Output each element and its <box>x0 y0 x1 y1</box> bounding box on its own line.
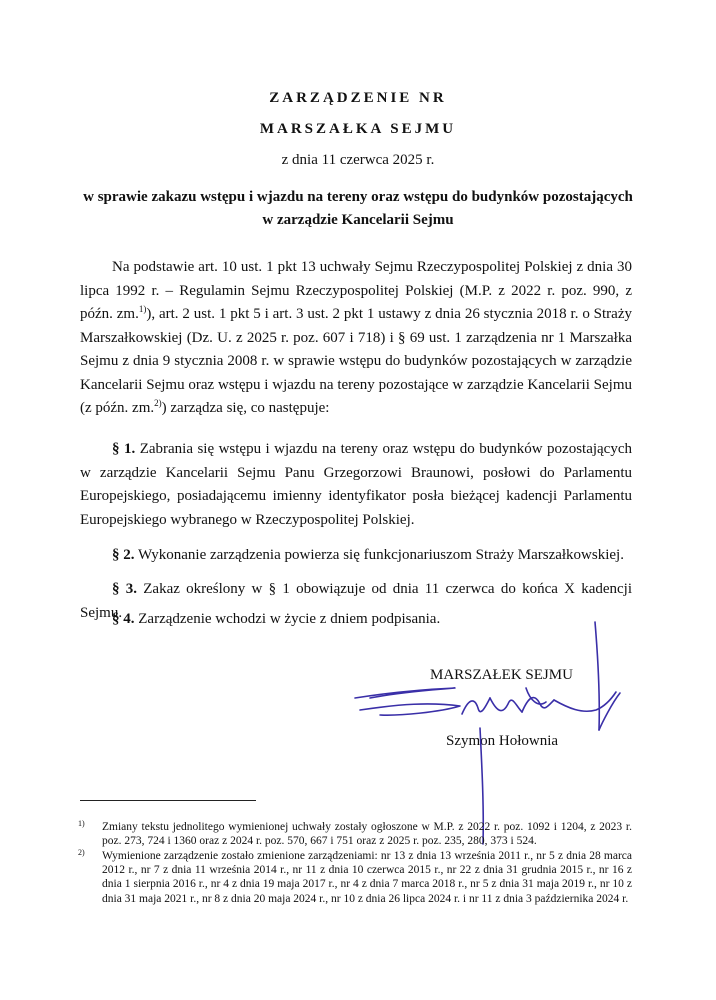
document-title: ZARZĄDZENIE NR <box>269 90 447 106</box>
section-symbol: § 3. <box>112 581 137 597</box>
signatory-name: Szymon Hołownia <box>446 733 559 749</box>
section-symbol: § 2. <box>112 547 135 563</box>
footnote-mark: 2) <box>78 848 85 857</box>
handwritten-signature <box>350 618 650 848</box>
footnote-ref-2[interactable]: 2) <box>154 398 162 408</box>
preamble-text-3: ) zarządza się, co następuje: <box>161 400 330 416</box>
preamble-paragraph <box>80 256 632 421</box>
section-1 <box>80 438 632 532</box>
preamble-text-2: ), art. 2 ust. 1 pkt 5 i art. 3 ust. 2 pkt 1 ustawy z dnia 26 stycznia 2018 r. o Straży Marszałkowskiej (Dz. U. z 2025 r. poz. 607 i 718) i § 69 ust. 1 zarządzenia nr 1 Marszałka Sejmu z dnia 9 stycznia 2008 r. w sprawie wstępu do budynków pozostających w zarządzie Kancelarii Sejmu oraz wstępu i wjazdu na tereny pozostające w zarządzie Kancelarii Sejmu (z późn. zm. <box>80 306 632 416</box>
footnote-ref-1[interactable]: 1) <box>138 304 147 314</box>
signatory-role: MARSZAŁEK SEJMU <box>430 667 573 683</box>
section-symbol: § 1. <box>112 441 136 457</box>
section-text: Zabrania się wstępu i wjazdu na tereny oraz wstępu do budynków pozostających w zarządzie Kancelarii Sejmu Panu Grzegorzowi Braunowi, posłowi do Parlamentu Europejskiego, posiadającemu imienny identyfikator posła bieżącej kadencji Parlamentu Europejskiego wybranego w Rzeczypospolitej Polskiej. <box>80 441 632 528</box>
section-text: Wykonanie zarządzenia powierza się funkcjonariuszom Straży Marszałkowskiej. <box>137 547 624 563</box>
preamble-text-1: Na podstawie art. 10 ust. 1 pkt 13 uchwały Sejmu Rzeczypospolitej Polskiej z dnia 30 lipca 1992 r. – Regulamin Sejmu Rzeczypospolitej Polskiej (M.P. z 2022 r. poz. 990, z późn. zm. <box>80 259 632 322</box>
footnote-mark: 1) <box>78 819 85 828</box>
footnote-2 <box>80 849 632 906</box>
issuer-title: MARSZAŁKA SEJMU <box>259 121 457 137</box>
document-date: z dnia 11 czerwca 2025 r. <box>281 152 435 168</box>
footnote-text: Wymienione zarządzenie zostało zmienione zarządzeniami: nr 13 z dnia 13 września 2011 r., nr 5 z dnia 28 marca 2012 r., nr 7 z dnia 11 września 2014 r., nr 11 z dnia 10 czerwca 2015 r., nr 22 z dnia 31 grudnia 2015 r., nr 16 z dnia 1 sierpnia 2016 r., nr 4 z dnia 19 maja 2017 r., nr 4 z dnia 7 marca 2018 r., nr 5 z dnia 31 maja 2019 r., nr 10 z dnia 31 maja 2021 r., nr 8 z dnia 20 maja 2024 r., nr 10 z dnia 26 lipca 2024 r. i nr 11 z dnia 3 października 2024 r. <box>102 850 632 905</box>
section-text: Zarządzenie wchodzi w życie z dniem podpisania. <box>138 611 441 627</box>
signature-strokes <box>355 622 620 844</box>
section-text: Zakaz określony w § 1 obowiązuje od dnia 11 czerwca do końca X kadencji Sejmu. <box>80 581 633 621</box>
footnote-separator <box>80 800 256 801</box>
section-symbol: § 4. <box>112 611 135 627</box>
footnote-text: Zmiany tekstu jednolitego wymienionej uchwały zostały ogłoszone w M.P. z 2022 r. poz. 1092 i 1204, z 2023 r. poz. 273, 724 i 1360 oraz z 2024 r. poz. 570, 667 i 751 oraz z 2025 r. poz. 235, 280, 373 i 524. <box>102 821 632 848</box>
section-2 <box>80 544 632 568</box>
document-subject: w sprawie zakazu wstępu i wjazdu na tereny oraz wstępu do budynków pozostających w zarządzie Kancelarii Sejmu <box>83 189 633 228</box>
footnote-1 <box>80 820 632 848</box>
